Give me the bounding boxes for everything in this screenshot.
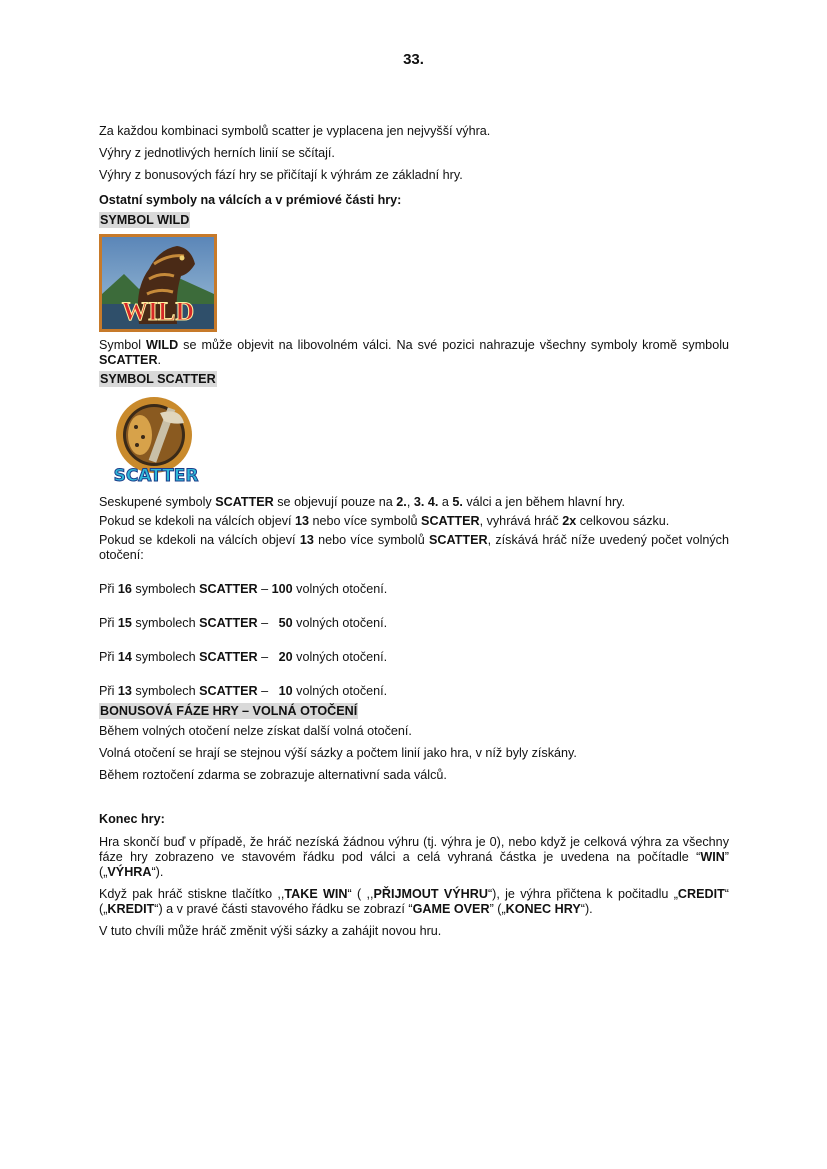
wild-image-label: WILD (121, 297, 195, 326)
document-body (99, 124, 729, 939)
wild-heading: SYMBOL WILD (100, 213, 190, 227)
scatter-image-label: SCATTER (113, 466, 199, 486)
free-spin-row: Při 15 symbolech SCATTER – 50 volných otočení. (99, 616, 388, 630)
free-spin-row: Při 13 symbolech SCATTER – 10 volných otočení. (99, 684, 388, 698)
end-paragraph: V tuto chvíli může hráč změnit výši sázky a zahájit novou hru. (99, 924, 442, 938)
scatter-symbol-image (100, 393, 212, 489)
intro-line: Výhry z bonusových fází hry se přičítají k výhrám ze základní hry. (99, 168, 463, 182)
wild-symbol-image (99, 234, 217, 332)
wild-description: Symbol WILD se může objevit na libovolném válci. Na své pozici nahrazuje všechny symboly kromě symbolu SCATTER. (99, 338, 729, 367)
end-paragraph: Hra skončí buď v případě, že hráč nezíská žádnou výhru (tj. výhra je 0), nebo když je celková výhra za všechny fáze hry zobrazeno ve stavovém řádku pod válci a celá vyhraná částka je uvedena na počítadle “WIN” („VÝHRA“). (99, 835, 729, 879)
bonus-line: Během roztočení zdarma se zobrazuje alternativní sada válců. (99, 768, 447, 782)
free-spin-row: Při 14 symbolech SCATTER – 20 volných otočení. (99, 650, 388, 664)
intro-line: Výhry z jednotlivých herních linií se sčítají. (99, 146, 335, 160)
end-paragraph: Když pak hráč stiskne tlačítko ,,TAKE WIN“ ( ,,PŘIJMOUT VÝHRU“), je výhra přičtena k počitadlu „CREDIT“ („KREDIT“) a v pravé části stavového řádku se zobrazí “GAME OVER” („KONEC HRY“). (99, 887, 729, 916)
page-number: 33. (403, 51, 424, 68)
scatter-line: Pokud se kdekoli na válcích objeví 13 nebo více symbolů SCATTER, získává hráč níže uvedený počet volných otočení: (99, 533, 729, 562)
scatter-line: Pokud se kdekoli na válcích objeví 13 nebo více symbolů SCATTER, vyhrává hráč 2x celkovou sázku. (99, 514, 670, 528)
bonus-line: Během volných otočení nelze získat další volná otočení. (99, 724, 412, 738)
scatter-heading: SYMBOL SCATTER (100, 372, 216, 386)
intro-line: Za každou kombinaci symbolů scatter je vyplacena jen nejvyšší výhra. (99, 124, 491, 138)
other-symbols-heading: Ostatní symboly na válcích a v prémiové části hry: (99, 193, 402, 207)
end-heading: Konec hry: (99, 812, 165, 826)
bonus-heading: BONUSOVÁ FÁZE HRY – VOLNÁ OTOČENÍ (100, 704, 358, 718)
free-spin-row: Při 16 symbolech SCATTER – 100 volných otočení. (99, 582, 388, 596)
scatter-line: Seskupené symboly SCATTER se objevují pouze na 2., 3. 4. a 5. válci a jen během hlavní hry. (99, 495, 626, 509)
bonus-line: Volná otočení se hrají se stejnou výší sázky a počtem linií jako hra, v níž byly získány. (99, 746, 577, 760)
